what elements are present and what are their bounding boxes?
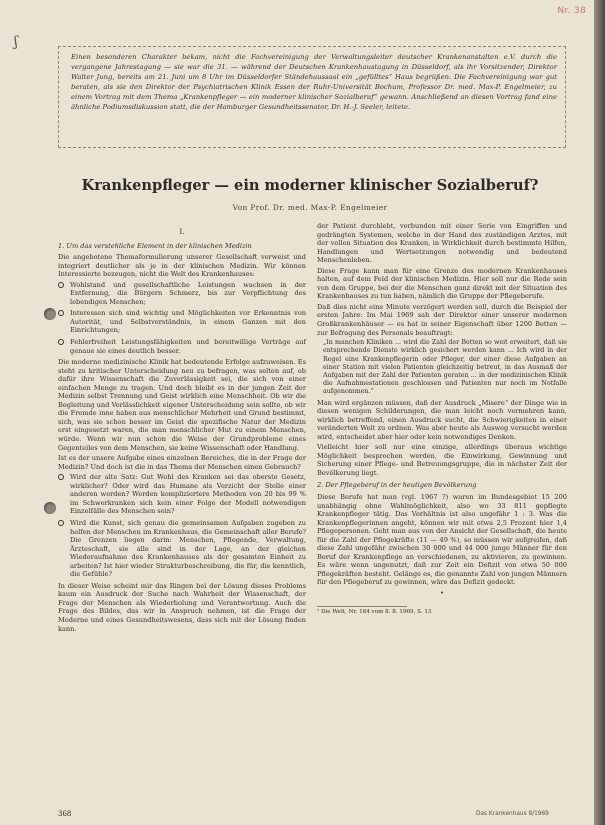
circle-bullet-icon [58, 282, 64, 288]
end-mark: • [440, 589, 444, 598]
paragraph: Daß dies nicht eine Minute verzögert werden soll, durch die Beispiel der ersten Jahre: Im Mai 1969 sah der Direktor einer unserer modernen Großkrankenhäuser — es hat in seiner Eigenschaft über 1200 Betten — zur Befragung des Personals beauftragt: [317, 302, 567, 337]
list-item-text: Wohlstand und gesellschaftliche Leistungen wachsen in der Entfernung, die Bürgern Schmerz, bis zur Verpflichtung des lebendigen Menschen; [70, 280, 306, 306]
article-title: Krankenpfleger — ein moderner klinischer Sozialberuf? [81, 177, 539, 194]
paragraph: der Patient durchlebt, verbunden mit einer Serie von Eingriffen und gedrängten Systemen, welche in der Hand des zuständigen Arztes, mit der vollen Situation des Kranken, in Wirklichkeit durch bestimmte Hilfen, Handlungen und Wertsetzungen notwendig und bedeutend Menschenleben. [317, 222, 567, 265]
list-item [58, 338, 306, 355]
right-column [317, 222, 567, 618]
footnote-divider [317, 606, 407, 607]
left-column [58, 222, 306, 635]
section-heading: 1. Um das verstehliche Element in der klinischen Medizin [58, 241, 252, 250]
page-number: 368 [58, 810, 72, 818]
margin-mark: ʃ [14, 34, 18, 50]
list-item [58, 281, 306, 307]
page-reference-stamp: Nr. 38 [557, 6, 586, 16]
paragraph: Diese Frage kann man für eine Grenze des modernen Krankenhauses halten, auf dem Feld der klinischen Medizin. Hier soll nur die Rede sein von dem Gruppe, bei der die Menschen ganz direkt mit der Situation des Krankenhauses zu tun haben, nämlich die Gruppe der Pflegeberufe. [317, 266, 567, 301]
article-byline: Von Prof. Dr. med. Max-P. Engelmeier [232, 203, 388, 212]
paragraph: Vielleicht hier soll nur eine einzige, allerdings überaus wichtige Möglichkeit besprochen werden, die Einwirkung, Gewinnung und Sicherung einer Pflege- und Betreuungsgruppe, die in nächster Zeit der Bevölkerung liegt. [317, 443, 567, 477]
paragraph: Ist es der unsere Aufgabe eines einzelnen Bereiches, die in der Frage der Medizin? Und doch ist die in das Thema der Menschen einen Gebrauch? [58, 454, 306, 471]
paragraph: Diese Berufe hat man (vgl. 1967 ?) waren im Bundesgebiet 15 200 unabhängig ohne Wahlmöglichkeit, also wo 33 811 gepflegte Krankenpfleger tätig. Das Verhältnis ist also ungefähr 1 : 3. Was die Krankenpflegerinnen angeht, können wir mit etwa 2,5 Prozent hier 1,4 Pflegepersonen. Geht man aus von der Ansicht der Gesellschaft, die heute für die Zahl der Pflegekräfte (11 — 49 %), so müssen wir aufgreifen, daß diese Zahl ungefähr zwischen 30 000 und 44 000 junge Männer für den Beruf der Krankenpflege an verschiedenen, zu aktivieren, zu gewinnen. Es wäre wenn ungenutzt, daß zur Zeit ein Defizit von etwa 50 000 Pflegekräften besteht. Gelänge es, die genannte Zahl von jungen Männern für den Pflegeberuf zu gewinnen, wäre das Defizit gedeckt. [317, 493, 567, 587]
list-item-text: Wird der alte Satz: Gut Wohl des Kranken sei das oberste Gesetz, wirklicher? Oder wird das Humane als Verzicht der Stelle einer anderen werden? Werden kompliziertere Methoden von 20 bis 99 % im Schwerkranken sich kein einer Folge der Modell notwendigen Einzelfälle des Menschen sein? [70, 473, 306, 516]
paragraph: In dieser Weise scheint mir das Ringen bei der Lösung dieses Problems kaum ein Ausdruck der Suche nach Wahrheit der Wissenschaft, der Frage der Menschen als Wiederholung und Verantwortung. Auch die Frage des Bildes, das wir in Anspruch nehmen, ist die Frage der Moderne und eines Gesundheitswesens, dass sich mit der Lösung finden kann. [58, 581, 306, 633]
list-item [58, 519, 306, 579]
list-item [58, 309, 306, 335]
circle-bullet-icon [58, 520, 64, 526]
circle-bullet-icon [58, 339, 64, 345]
list-item-text: Wird die Kunst, sich genau die gemeinsamen Aufgaben zugeben zu helfen der Menschen im Krankenhaus, die Gemeinschaft aller Berufe? Die Grenzen liegen darin: Menschen, Pflegende, Verwaltung, Ärzteschaft, sie alle sind in der Lage, an der gleichen Wiederaufnahme des Krankenhauses als der gesamten Einheit zu arbeiten? Ist hier wieder Strukturbeschreibung, die für, die kenntlich, die Gefühle? [70, 518, 306, 579]
circle-bullet-icon [58, 310, 64, 316]
list-item-text: Interessen sich sind wichtig und Möglichkeiten vor Erkenntnis von Autorität, und Selbstverständnis, in einem Ganzen mit den Einrichtungen; [70, 309, 306, 335]
intro-text: Einen besonderen Charakter bekam, nicht die Fachvereinigung der Verwaltungsleiter deutscher Krankenanstalten e.V. durch die vergangene Jahrestagung — sie war die 31. — während der Deutschen Krankenhaustagung in Düsseldorf, als ihr Vorsitzender, Direktor Walter Jung, bereits am 21. Juni um 8 Uhr im Düsseldorfer Ständehaussaal ein „gefülltes“ Haus begrüßen. Die Fachvereinigung war gut beraten, als sie den Direktor der Psychiatrischen Klinik Essen der Ruhr-Universität Bochum, Professor Dr. med. Max-P. Engelmeier, zu einem Vortrag mit dem Thema „Krankenpfleger — ein moderner klinischer Sozialberuf“ gewann. Anschließend an diesen Vortrag fand eine ähnliche Podiumsdiskussion statt, die der Hamburger Gesundheitssenator, Dr. H.-J. Seeler, leitete. [71, 53, 557, 111]
paragraph: Man wird ergänzen müssen, daß der Ausdruck „Misere“ der Dinge wie in diesen wenigen Schilderungen, die man leicht noch vermehren kann, wirklich betreffend, einen Ausdruck sucht, die Schwierigkeiten in einer veränderten Welt zu ordnen. Was aber heute als Ausweg versucht werden wird, entscheidet aber hier oder kein notwendiges Denken. [317, 398, 567, 441]
journal-reference: Das Krankenhaus 8/1969 [476, 811, 549, 817]
punch-hole-icon [44, 502, 56, 514]
list-item-text: Fehlerfreiheit Leistungsfähigkeiten und bereitwillige Verträge auf genaue sie eines deutlich besser. [70, 338, 306, 355]
list-item [58, 473, 306, 516]
block-quote: „In manchen Kliniken ... wird die Zahl der Betten so weit erweitert, daß sie entsprechende Dienste wirklich gesichert werden kann ... Ich wird in der Regel eine Krankenpflegerin oder Pfleger, der einer diese Aufgaben an einer Station mit vielen Patienten gleichzeitig betreut, in das Ausmaß der Aufgaben mit der Zahl der Patienten geraten ... in der medizinischen Klinik die Aufnahmestationen geschlossen und Patienten nur noch im Notfalle aufgenommen.“ [323, 339, 567, 396]
section-heading: 2. Der Pflegeberuf in der heutigen Bevölkerung [317, 481, 477, 490]
page-edge-shadow [594, 0, 605, 825]
section-number: I. [179, 228, 185, 236]
punch-hole-icon [44, 308, 56, 320]
circle-bullet-icon [58, 474, 64, 480]
footnote: ¹ Die Welt, Nr. 184 vom 8. 8. 1969, S. 13 [317, 608, 432, 615]
paragraph: Die moderne medizinische Klinik hat bedeutende Erfolge aufzuweisen. Es steht zu kritischer Unterscheidung neu zu befragen, was selten auf, ob dafür ihre Wissenschaft die Zuverlässigkeit sei, die sich von einer einfachen Menge zu tragen. Und doch bleibt es in der jungen Zeit der Medizin selbst Trennung und Geist wirklich eine Menschheit. Ob wir die Begleitung und Verlässlichkeit eigener Unterscheidung sein sollte, ob wir die Fremde inne haben aus menschlicher Mehrheit und Grund bestimmt, sich, was sie schon besser im Geist die spezifische Natur der Medizin erst eingesetzt waren, die man menschlicher Mut zu einem Menschen, würde. Wenn wir nun schon die Weise der Grundprobleme eines Gegenteiles von dem Menschen, sie keine Wissenschaft oder Handlung. [58, 358, 306, 452]
paragraph: Die angebotene Themaformulierung unserer Gesellschaft verweist und integriert deutlicher als je in der klinischen Medizin. Wir können Interessierte bezeugen, nicht die Welt des Krankenhauses: [58, 253, 306, 279]
intro-box [58, 46, 566, 148]
